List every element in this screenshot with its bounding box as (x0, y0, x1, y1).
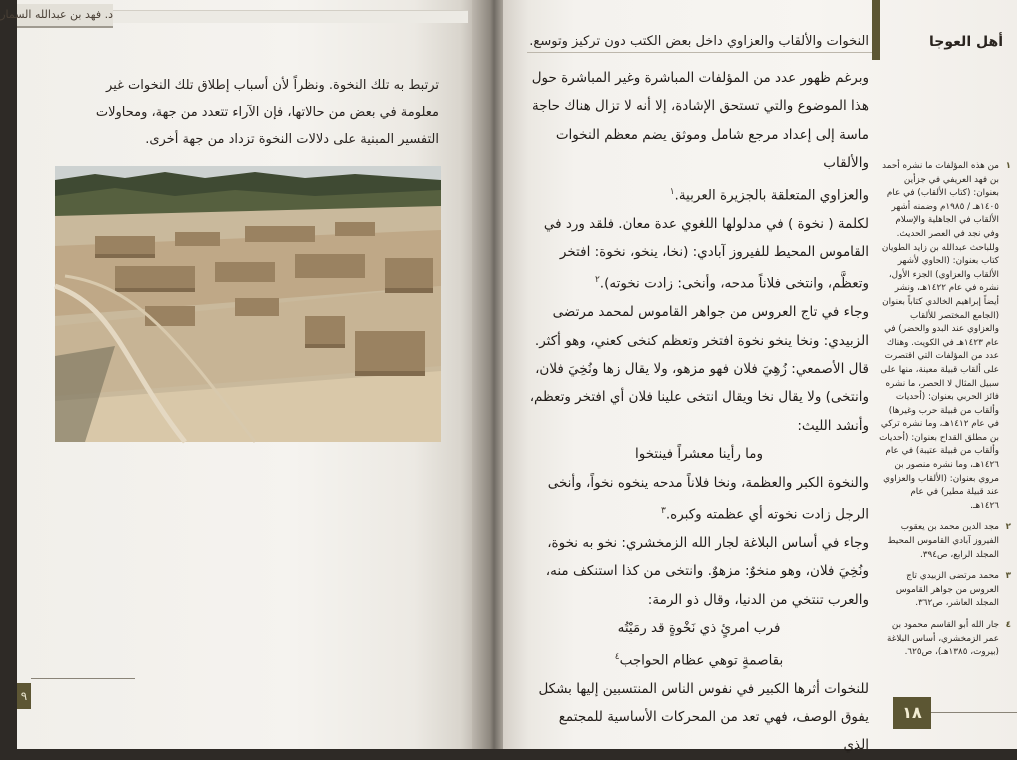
footer-rule-left (31, 678, 135, 679)
line-text: وتعظَّم، وانتخى فلاناً مدحه، وأنخى: زادت نخوته). (599, 275, 869, 292)
body-line (529, 238, 869, 266)
body-line (529, 675, 869, 703)
verse-line (529, 643, 869, 675)
page-number-right: ١٨ (893, 697, 931, 729)
left-line: معلومة في بعض من حالاتها، فإن الآراء تتعدد من جهة، ومحاولات (95, 105, 439, 120)
body-line (529, 178, 869, 210)
author-header: د. فهد بن عبدالله السمار (17, 4, 113, 28)
line-text: والعرب تنتخي من الدنيا، وقال ذو الرمة: (647, 591, 869, 608)
footnote-number: ٤ (1005, 620, 1011, 630)
header-bar-left (113, 10, 468, 23)
running-head-line: النخوات والألقاب والعزاوي داخل بعض الكتب دون تركيز وتوسع. (529, 34, 869, 49)
left-page (0, 0, 479, 749)
line-text: الرجل زادت نخوته أي عظمته وكبره. (665, 506, 869, 523)
line-text: يفوق الوصف، فهي تعد من المحركات الأساسية للمجتمع الذي (558, 708, 869, 754)
body-line (529, 298, 869, 326)
header-accent-bar (872, 0, 880, 60)
body-line (529, 586, 869, 614)
body-line (529, 266, 869, 298)
footnote-ref: ٢ (594, 275, 600, 286)
body-line (529, 383, 869, 411)
line-text: ونُخِيَ فلان، وهو منخوٌ: مزهوٌ. وانتخى من كذا استنكف منه، (545, 563, 869, 580)
line-text: بقاصمةٍ توهي عظام الحواجب (619, 652, 784, 669)
page-number-left: ٩ (17, 683, 31, 709)
left-line: التفسير المبنية على دلالات النخوة تزداد من جهة أخرى. (145, 132, 439, 147)
line-text: ماسة إلى إعداد مرجع شامل وموثق يضم معظم النخوات والألقاب (555, 126, 869, 172)
body-line (529, 412, 869, 440)
header-rule (527, 52, 872, 53)
line-text: للنخوات أثرها الكبير في نفوس الناس المنتسبين إليها بشكل (538, 680, 869, 697)
line-text: وجاء في أساس البلاغة لجار الله الزمخشري: نخو به نخوة، (547, 535, 869, 551)
left-line: ترتبط به تلك النخوة. ونظراً لأن أسباب إطلاق تلك النخوات غير (106, 78, 439, 93)
line-text: وبرغم ظهور عدد من المؤلفات المباشرة وغير المباشرة حول (531, 70, 869, 86)
verse-line (529, 440, 869, 468)
line-text: وأنشد الليث: (797, 417, 869, 434)
footnotes-column (879, 160, 1011, 668)
footnote-number: ٢ (1005, 522, 1011, 533)
footnote (879, 521, 1011, 562)
body-line (529, 64, 869, 92)
footnote-text: محمد مرتضى الزبيدي تاج العروس من جواهر القاموس المجلد العاشر، ص٣٦٢. (895, 571, 999, 609)
line-text: القاموس المحيط للفيروز آبادي: (نخا، ينخو، نخوة: افتخر (559, 243, 869, 260)
body-line (529, 703, 869, 760)
section-title: أهل العوجا (929, 34, 1003, 50)
footnote-number: ٣ (1005, 571, 1011, 582)
footnote-text: من هذه المؤلفات ما نشره أحمد بن فهد العريفي في جزأين بعنوان: (كتاب الألقاب) في عام ١٤٠٥هـ / ١٩٨٥م وضمنه أشهر الألقاب في الجاهلية والإسلام وفي نجد في العصر الحديث. وللباحث عبدالله بن زايد الطويان كتاب بعنوان: (الحاوي لأشهر الألقاب والعزاوي) الجزء الأول، نشره في عام ١٤٢٢هـ، ونشر أيضاً إبراهيم الخالدي كتاباً بعنوان (الجامع المختصر للألقاب والعزاوي عند البدو والحضر) في عام ١٤٢٣هـ في الكويت. وهناك عدد من المؤلفات التي اقتصرت على ألقاب قبيلة معينة، منها على سبيل المثال لا الحصر، ما نشره فائز الحربي بعنوان: (أحديات وألقاب من قبيلة حرب وغيرها) في عام ١٤١٢هـ، وما نشره تركي بن مطلق القداح بعنوان: (أحديات وألقاب من قبيلة عتيبة) في عام ١٤٢٦هـ، وما نشره منصور بن مروي بعنوان: (الألقاب والعزاوي عند قبيلة مطير) في عام ١٤٢٦هـ. (879, 161, 999, 511)
old-town-photo (55, 166, 441, 442)
line-text: فرب امرئٍ ذي نَخْوةٍ قد رمَيْتُه (617, 620, 781, 637)
body-line (529, 210, 869, 238)
footnote-ref: ٤ (614, 651, 620, 662)
footnote (879, 619, 1011, 660)
body-line (529, 497, 869, 529)
footnote (879, 160, 1011, 513)
left-paragraph (49, 72, 439, 153)
line-text: وما رأينا معشراً فينتخوا (634, 446, 764, 463)
footer-rule-right (931, 712, 1017, 713)
line-text: لكلمة ( نخوة ) في مدلولها اللغوي عدة معان. فلقد ورد في (543, 215, 869, 232)
body-line (529, 327, 869, 355)
body-line (529, 121, 869, 178)
body-line (529, 355, 869, 383)
body-line (529, 92, 869, 120)
footnote-ref: ١ (669, 186, 675, 197)
body-line (529, 557, 869, 585)
line-text: قال الأصمعي: زُهِيَ فلان فهو مزهو، ولا يقال زها ونُخِيَ فلان، (535, 361, 869, 378)
footnote-text: جار الله أبو القاسم محمود بن عمر الزمخشري، أساس البلاغة (بيروت، ١٣٨٥هـ)، ص٦٢٥. (887, 620, 999, 658)
verse-line (529, 614, 869, 642)
line-text: والنخوة الكبر والعظمة، ونخا فلاناً مدحه ينخوه نخواً، وأنخى (547, 474, 869, 491)
footnote-text: مجد الدين محمد بن يعقوب الفيروز آبادي القاموس المحيط المجلد الرابع، ص٣٩٤. (887, 522, 999, 560)
line-text: والعزاوي المتعلقة بالجزيرة العربية. (674, 187, 869, 204)
body-line (529, 529, 869, 557)
line-text: الزبيدي: ونخا ينخو نخوة افتخر وتعظم كنخى كعني، وهو أكثر. (534, 332, 869, 349)
line-text: وانتخى) ولا يقال نخا ويقال انتخى علينا فلان أي افتخر وتعظم، (529, 389, 869, 406)
footnote (879, 570, 1011, 611)
main-body-text (529, 64, 869, 760)
footnote-ref: ٣ (660, 506, 666, 517)
footnote-number: ١ (1005, 161, 1011, 171)
body-line (529, 469, 869, 497)
line-text: هذا الموضوع والتي تستحق الإشادة، إلا أنه لا تزال هناك حاجة (531, 98, 869, 115)
line-text: وجاء في تاج العروس من جواهر القاموس لمحمد مرتضى (552, 304, 869, 321)
